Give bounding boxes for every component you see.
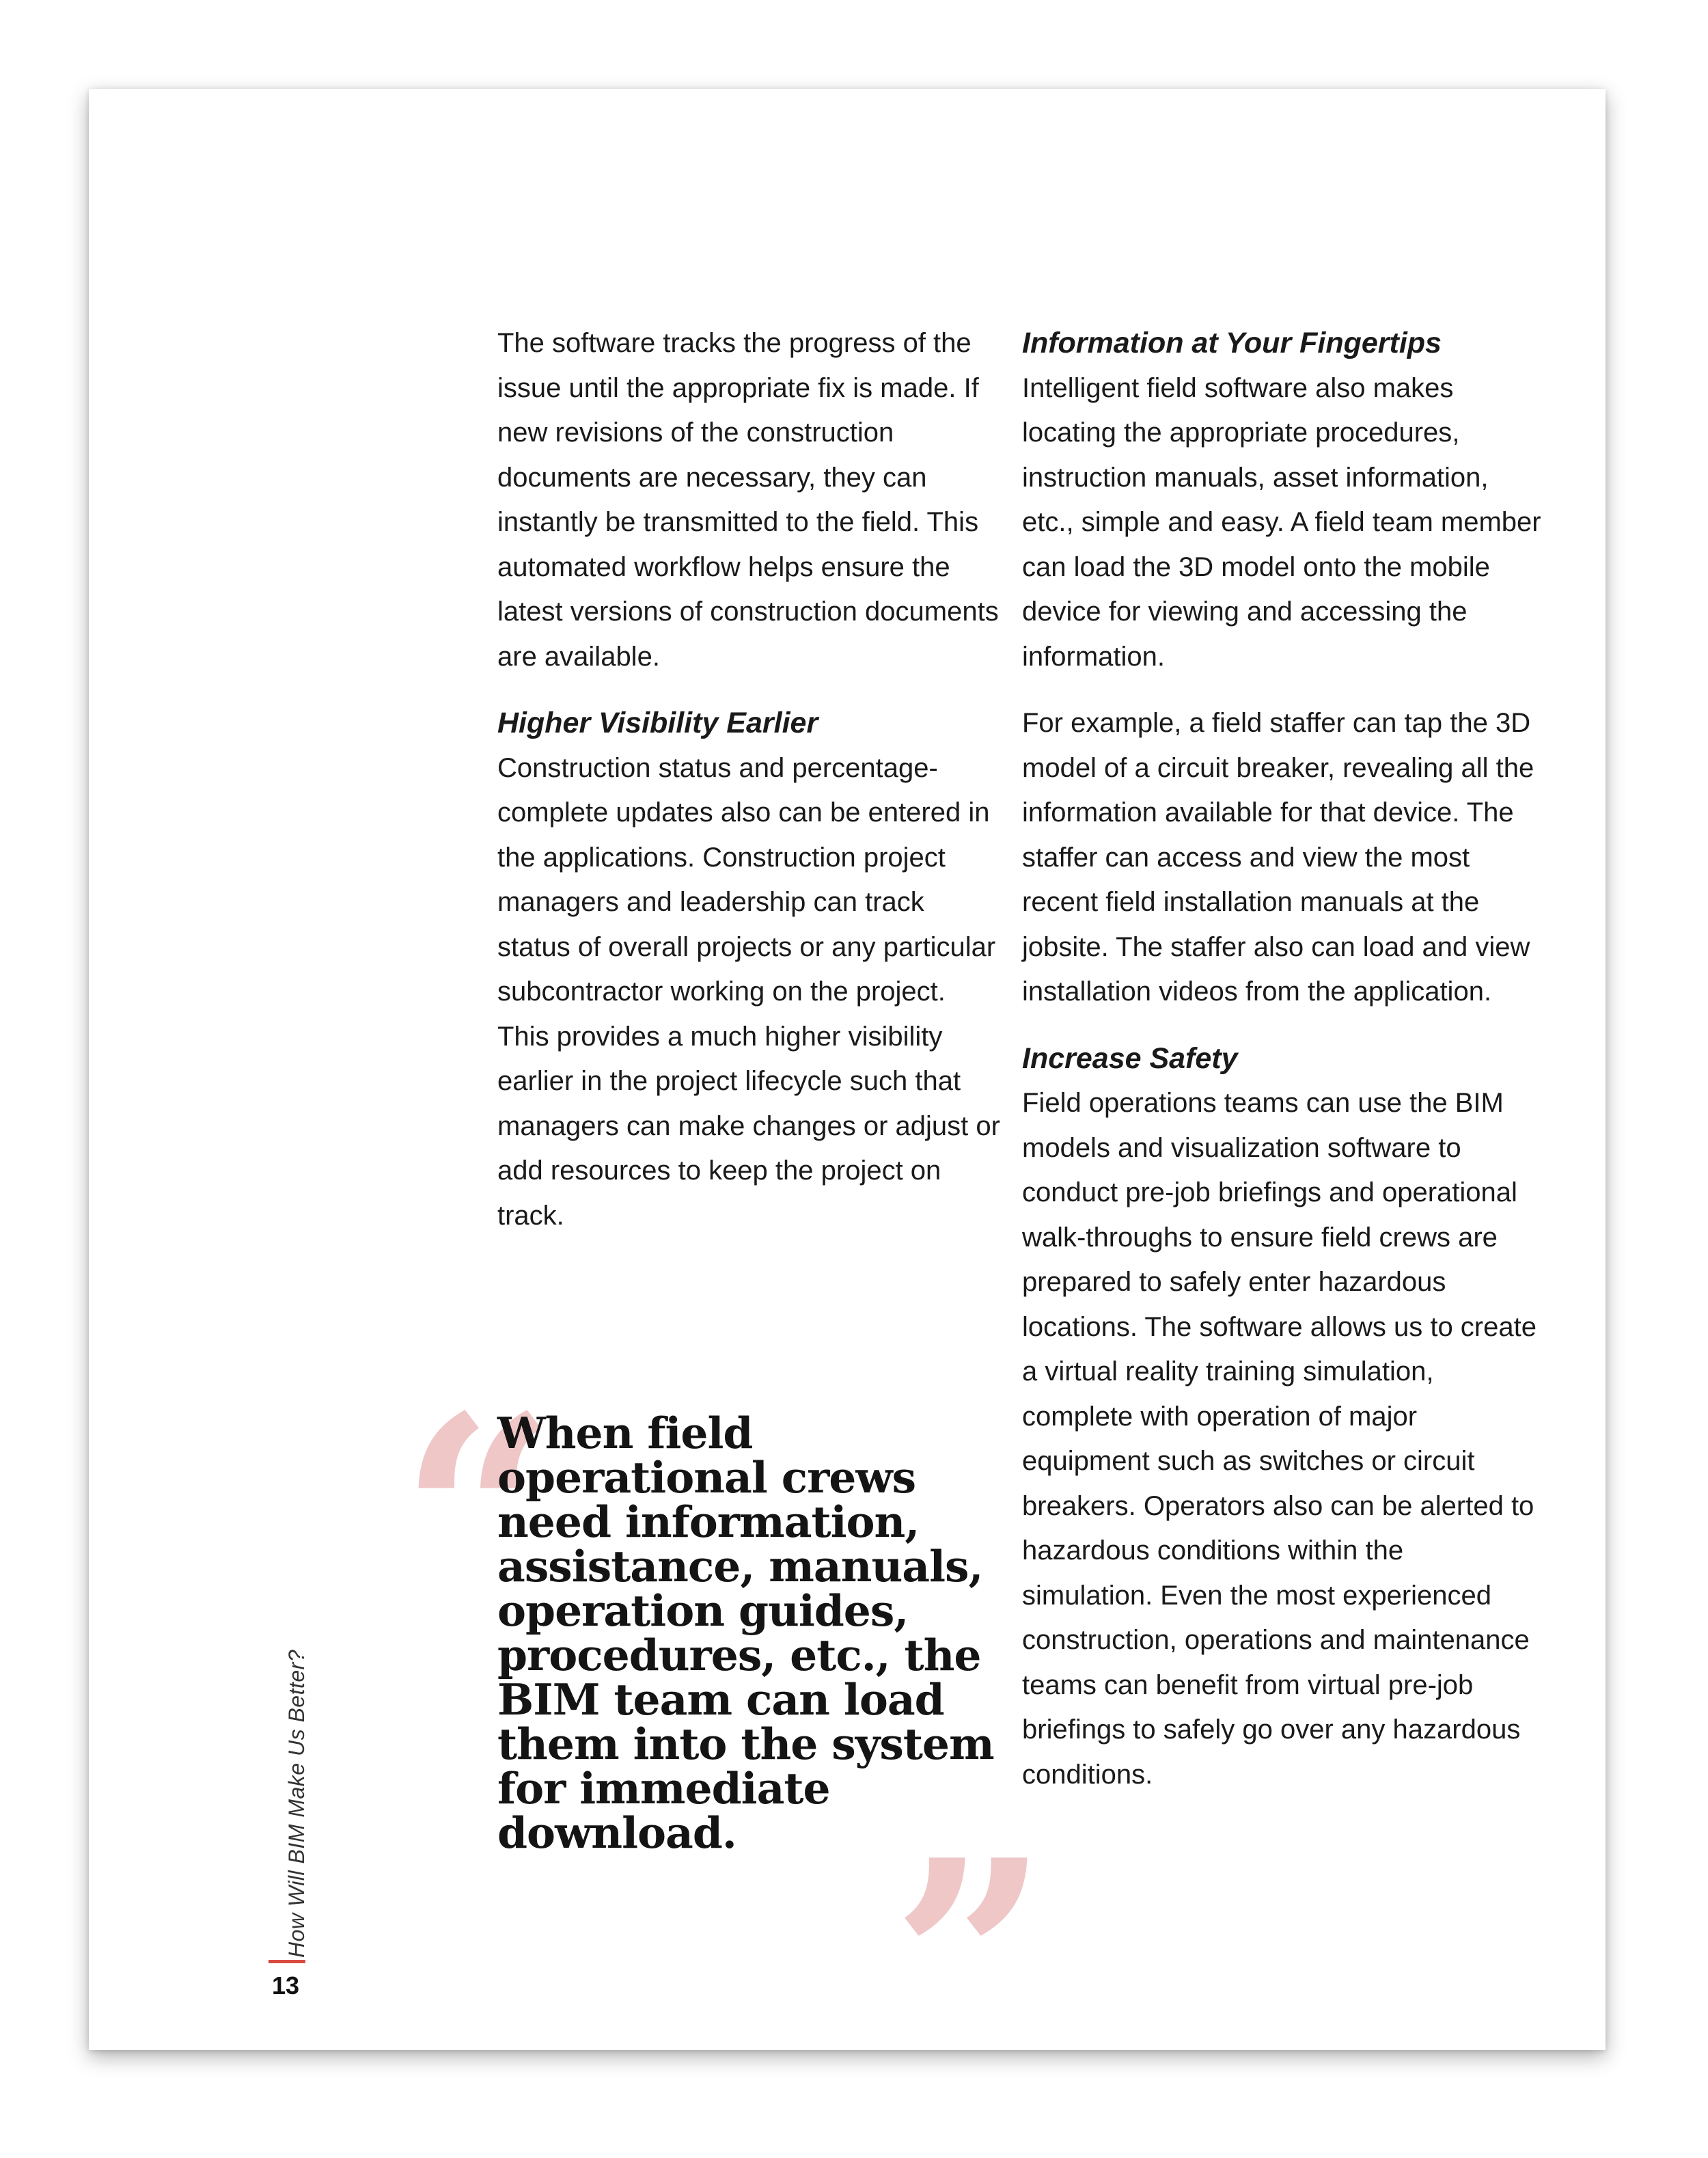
paragraph-information-fingertips: Intelligent field software also makes locating the appropriate procedures, instruction manuals, asset information, etc., simple and easy. A field team member can load the 3D model onto the mobile device for viewing and accessing the information.: [1022, 372, 1541, 672]
heading-higher-visibility: Higher Visibility Earlier: [497, 707, 818, 739]
left-column: [497, 321, 1003, 1260]
document-page: [89, 89, 1606, 2122]
right-column: [1022, 321, 1541, 1819]
pull-quote: When field operational crews need information, assistance, manuals, operation guides, procedures, etc., the BIM team can load them into the system for immediate download.: [497, 1408, 994, 1858]
page-number: 13: [271, 1971, 300, 1999]
paragraph-example-staffer: For example, a field staffer can tap the 3D model of a circuit breaker, revealing all the information available for that device. The staffer can access and view the most recent field installation manuals at the jobsite. The staffer also can load and view installation videos from the application.: [1022, 708, 1534, 1007]
heading-information-fingertips: Information at Your Fingertips: [1022, 327, 1442, 359]
paragraph-higher-visibility: Construction status and percentage-complete updates also can be entered in the applications. Construction project managers and leadership can track status of overall projects or any particular subcontractor working on the project. This provides a much higher visibility earlier in the project lifecycle such that managers can make changes or adjust or add resources to keep the project on track.: [497, 752, 1000, 1231]
paragraph-issue-tracking: The software tracks the progress of the issue until the appropriate fix is made. If new revisions of the construction documents are necessary, they can instantly be transmitted to the field. This automated workflow helps ensure the latest versions of construction documents are available.: [497, 328, 999, 672]
page-number-accent-rule: [268, 1960, 305, 1963]
paragraph-increase-safety: Field operations teams can use the BIM models and visualization software to conduct pre-job briefings and operational walk-throughs to ensure field crews are prepared to safely enter hazardous locations. The software allows us to create a virtual reality training simulation, complete with operation of major equipment such as switches or circuit breakers. Operators also can be alerted to hazardous conditions within the simulation. Even the most experienced construction, operations and maintenance teams can benefit from virtual pre-job briefings to safely go over any hazardous conditions.: [1022, 1088, 1537, 1790]
heading-increase-safety: Increase Safety: [1022, 1041, 1238, 1075]
running-section-title: How Will BIM Make Us Better?: [284, 1649, 309, 1958]
open-quote-mark: “: [400, 1356, 557, 1678]
close-quote-mark: ”: [892, 1801, 1049, 2122]
